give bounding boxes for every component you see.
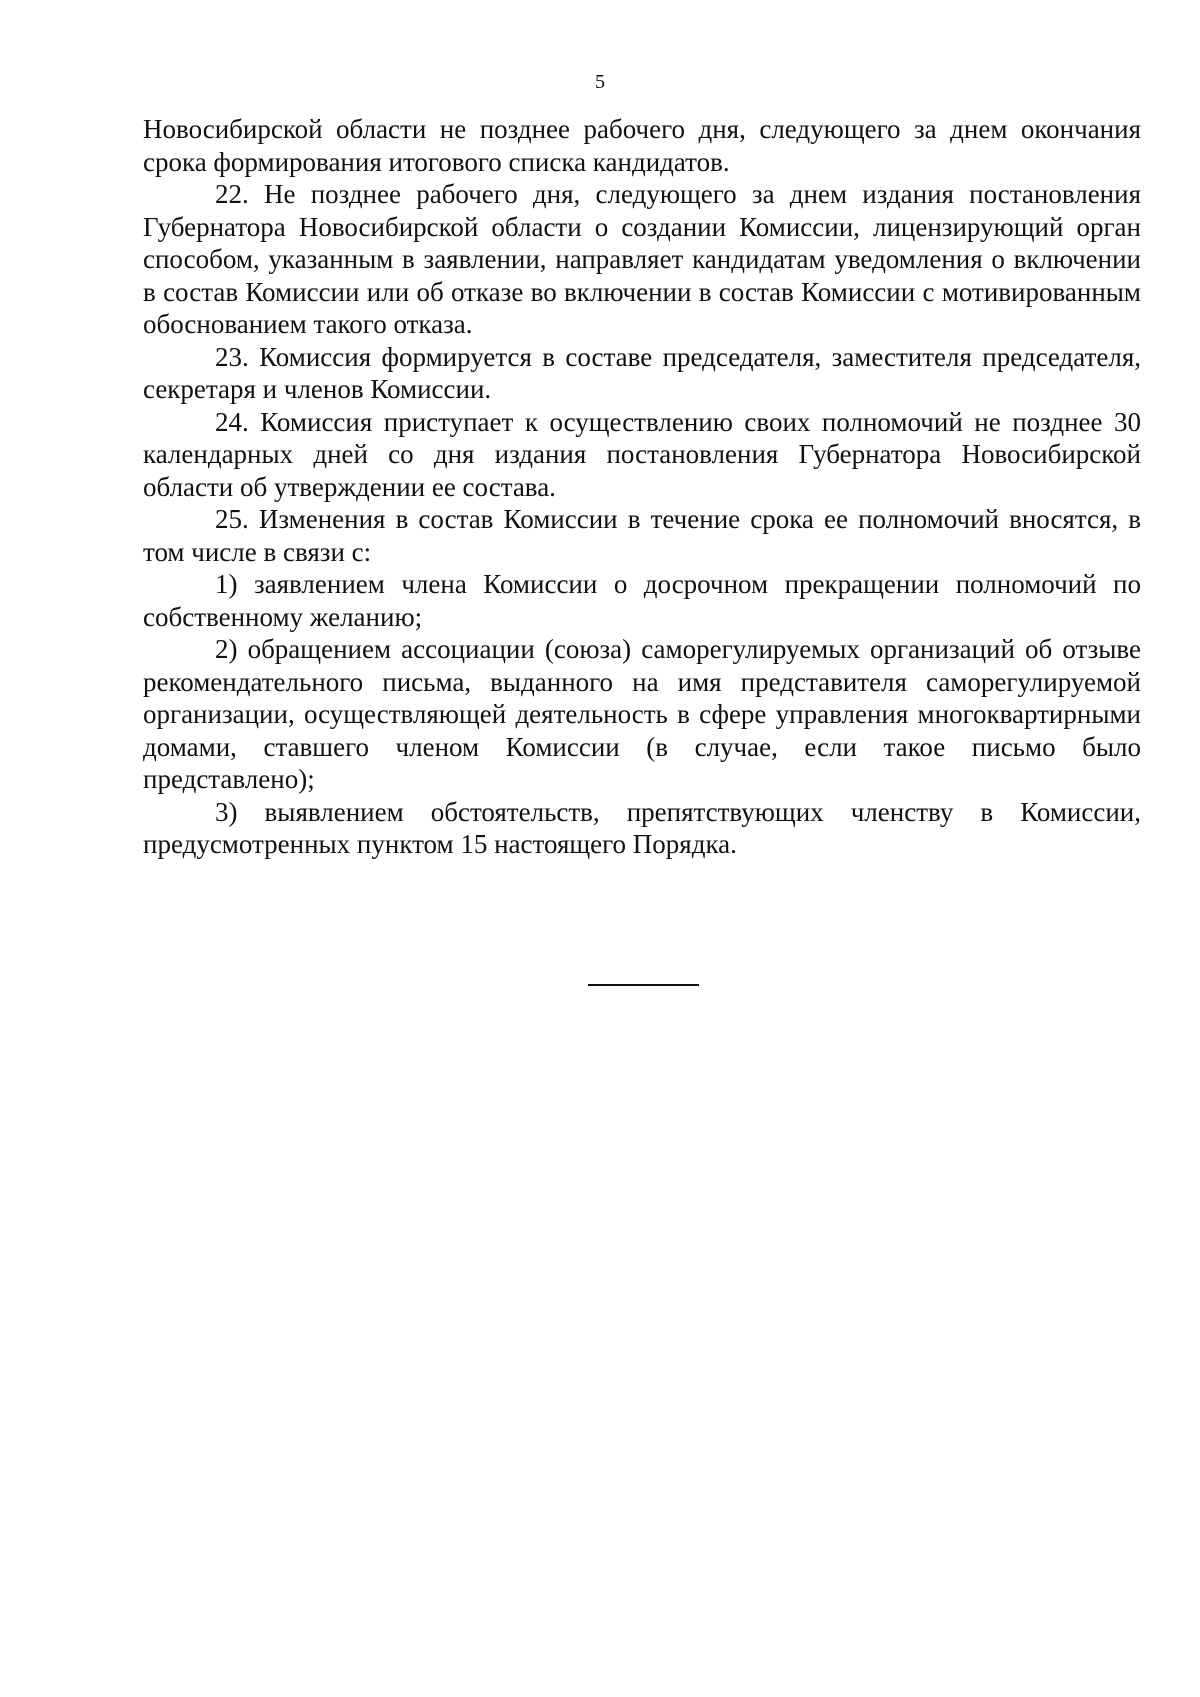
document-body	[143, 113, 1141, 861]
paragraph-continuation: Новосибирской области не позднее рабочего дня, следующего за днем окончания срока формирования итогового списка кандидатов.	[143, 114, 1141, 177]
list-item-1: 1) заявлением члена Комиссии о досрочном прекращении полномочий по собственному желанию;	[143, 569, 1141, 632]
list-item-2: 2) обращением ассоциации (союза) саморегулируемых организаций об отзыве рекомендательного письма, выданного на имя представителя саморегулируемой организации, осуществляющей деятельность в сфере управления многоквартирными домами, ставшего членом Комиссии (в случае, если такое письмо было представлено);	[143, 634, 1141, 794]
paragraph-item-24: 24. Комиссия приступает к осуществлению своих полномочий не позднее 30 календарных дней со дня издания постановления Губернатора Новосибирской области об утверждении ее состава.	[143, 406, 1141, 502]
paragraph-item-25: 25. Изменения в состав Комиссии в течение срока ее полномочий вносятся, в том числе в связи с:	[143, 504, 1141, 567]
end-separator-line	[588, 984, 699, 986]
list-item-3: 3) выявлением обстоятельств, препятствующих членству в Комиссии, предусмотренных пунктом 15 настоящего Порядка.	[143, 796, 1141, 859]
paragraph-item-23: 23. Комиссия формируется в составе председателя, заместителя председателя, секретаря и членов Комиссии.	[143, 341, 1141, 404]
page-number: 5	[595, 71, 605, 93]
paragraph-item-22: 22. Не позднее рабочего дня, следующего за днем издания постановления Губернатора Новосибирской области о создании Комиссии, лицензирующий орган способом, указанным в заявлении, направляет кандидатам уведомления о включении в состав Комиссии или об отказе во включении в состав Комиссии с мотивированным обоснованием такого отказа.	[143, 179, 1141, 339]
